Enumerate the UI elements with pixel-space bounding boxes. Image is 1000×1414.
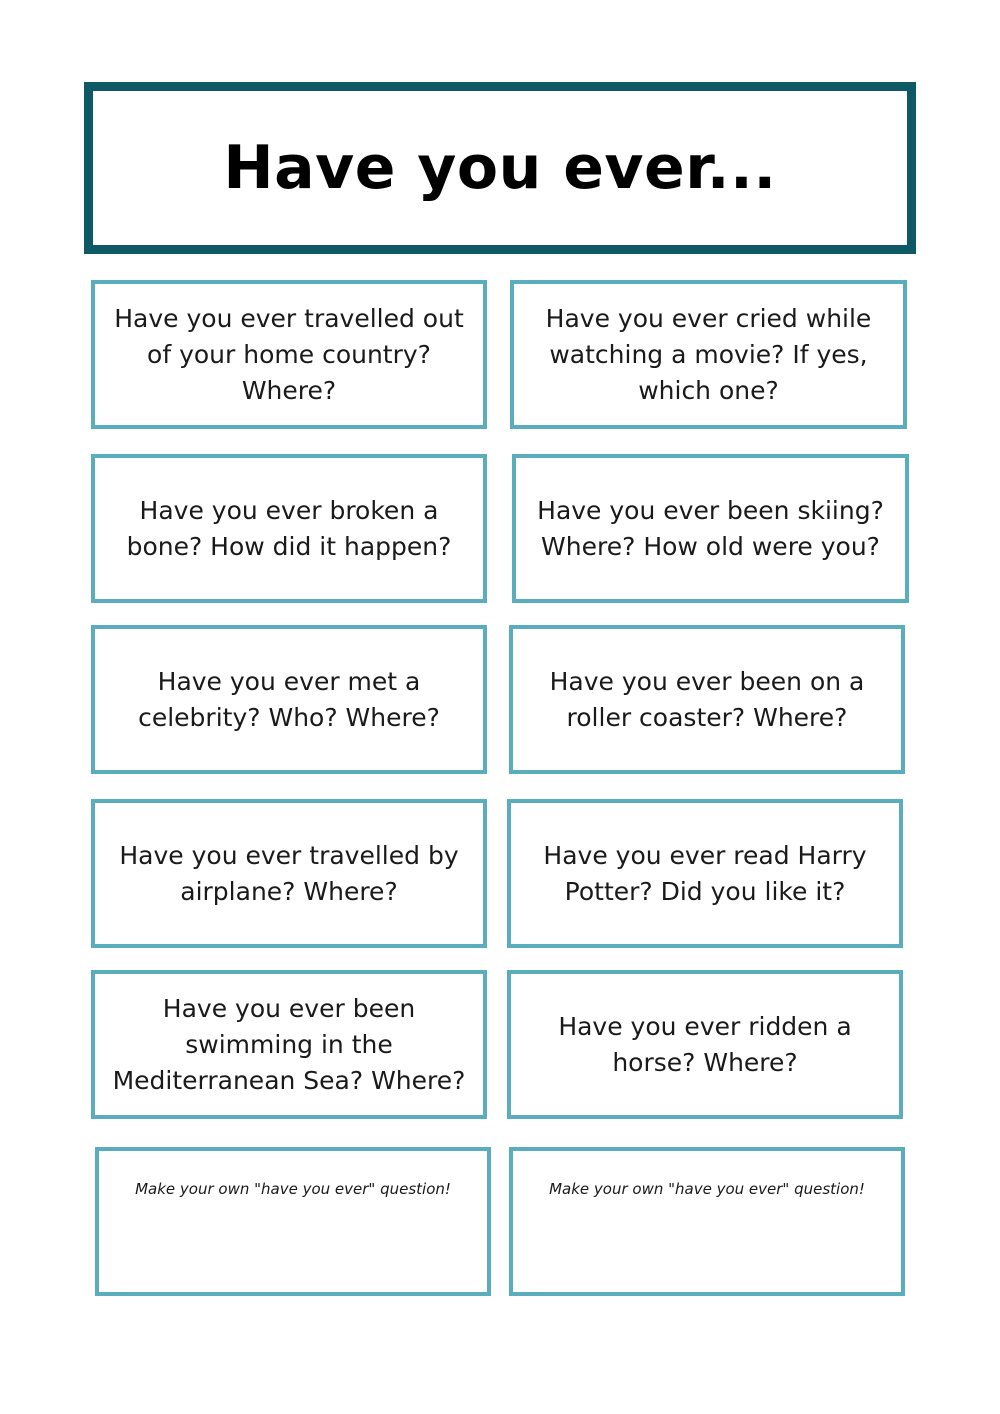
- question-text: Have you ever broken a bone? How did it happen?: [126, 495, 452, 561]
- question-text: Have you ever read Harry Potter? Did you like it?: [543, 840, 867, 906]
- question-text: Have you ever met a celebrity? Who? Where?: [138, 666, 440, 732]
- blank-question-card: [95, 1147, 491, 1296]
- page-title: Have you ever...: [223, 133, 777, 203]
- question-card: [91, 970, 487, 1119]
- question-card: [91, 625, 487, 774]
- question-text: Have you ever travelled by airplane? Where?: [119, 840, 459, 906]
- title-box: [84, 82, 916, 254]
- prompt-text: Make your own "have you ever" question!: [135, 1180, 451, 1198]
- question-card: [91, 799, 487, 948]
- question-card: [507, 799, 903, 948]
- question-text: Have you ever ridden a horse? Where?: [558, 1011, 852, 1077]
- question-card: [91, 454, 487, 603]
- question-card: [507, 970, 903, 1119]
- question-text: Have you ever been on a roller coaster? Where?: [549, 666, 865, 732]
- question-card: [512, 454, 909, 603]
- question-text: Have you ever travelled out of your home country? Where?: [114, 303, 464, 405]
- question-card: [510, 280, 907, 429]
- question-card: [509, 625, 905, 774]
- blank-question-card: [509, 1147, 905, 1296]
- question-card: [91, 280, 487, 429]
- prompt-text: Make your own "have you ever" question!: [549, 1180, 865, 1198]
- question-text: Have you ever been swimming in the Mediterranean Sea? Where?: [112, 993, 466, 1095]
- question-text: Have you ever been skiing? Where? How old were you?: [537, 495, 884, 561]
- question-text: Have you ever cried while watching a movie? If yes, which one?: [545, 303, 872, 405]
